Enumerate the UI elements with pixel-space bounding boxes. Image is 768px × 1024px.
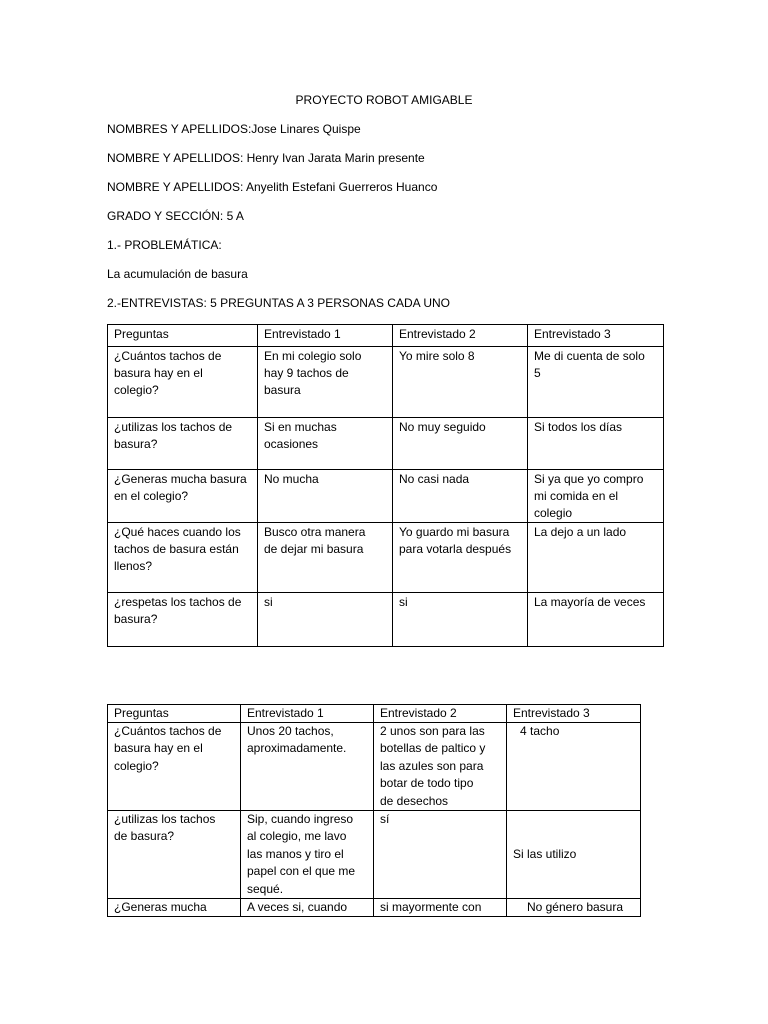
answer-cell-entrevistado-1: Unos 20 tachos, aproximadamente.	[241, 723, 374, 811]
column-header-preguntas: Preguntas	[108, 325, 258, 347]
answer-cell-entrevistado-3: No género basura	[507, 899, 641, 917]
column-header-entrevistado-2: Entrevistado 2	[393, 325, 528, 347]
answer-cell-entrevistado-2: si	[393, 593, 528, 647]
member-line-2: NOMBRE Y APELLIDOS: Henry Ivan Jarata Marin presente	[107, 151, 425, 165]
document-title: PROYECTO ROBOT AMIGABLE	[295, 92, 473, 107]
answer-cell-entrevistado-1: Busco otra manera de dejar mi basura	[258, 523, 393, 593]
column-header-entrevistado-3: Entrevistado 3	[528, 325, 664, 347]
answer-cell-entrevistado-1: En mi colegio solo hay 9 tachos de basura	[258, 347, 393, 418]
column-header-entrevistado-1: Entrevistado 1	[258, 325, 393, 347]
answer-cell-entrevistado-1: A veces si, cuando	[241, 899, 374, 917]
answer-cell-entrevistado-3: La mayoría de veces	[528, 593, 664, 647]
question-cell: ¿Qué haces cuando los tachos de basura están llenos?	[108, 523, 258, 593]
column-header-entrevistado-3: Entrevistado 3	[507, 705, 641, 723]
document-intro	[107, 115, 707, 318]
column-header-preguntas: Preguntas	[108, 705, 241, 723]
answer-cell-entrevistado-3: Me di cuenta de solo 5	[528, 347, 664, 418]
answer-cell-entrevistado-1: Si en muchas ocasiones	[258, 418, 393, 470]
answer-cell-entrevistado-3: Si ya que yo compro mi comida en el colegio	[528, 470, 664, 523]
answer-cell-entrevistado-2: 2 unos son para las botellas de paltico y las azules son para botar de todo tipo de desechos	[374, 723, 507, 811]
answer-cell-entrevistado-2: Yo mire solo 8	[393, 347, 528, 418]
problem-text: La acumulación de basura	[107, 267, 248, 281]
interview-table-2	[107, 704, 641, 917]
answer-cell-entrevistado-2: Yo guardo mi basura para votarla después	[393, 523, 528, 593]
answer-cell-entrevistado-1: Sip, cuando ingreso al colegio, me lavo las manos y tiro el papel con el que me sequé.	[241, 811, 374, 899]
answer-cell-entrevistado-2: sí	[374, 811, 507, 899]
question-cell: ¿utilizas los tachos de basura?	[108, 418, 258, 470]
question-cell: ¿Cuántos tachos de basura hay en el colegio?	[108, 347, 258, 418]
answer-cell-entrevistado-2: si mayormente con	[374, 899, 507, 917]
question-cell: ¿utilizas los tachos de basura?	[108, 811, 241, 899]
interviews-heading: 2.-ENTREVISTAS: 5 PREGUNTAS A 3 PERSONAS CADA UNO	[107, 296, 450, 310]
answer-cell-entrevistado-3: La dejo a un lado	[528, 523, 664, 593]
answer-cell-entrevistado-2: No muy seguido	[393, 418, 528, 470]
question-cell: ¿Generas mucha basura en el colegio?	[108, 470, 258, 523]
answer-cell-entrevistado-3: Si las utilizo	[507, 811, 641, 899]
answer-cell-entrevistado-1: si	[258, 593, 393, 647]
answer-cell-entrevistado-1: No mucha	[258, 470, 393, 523]
question-cell: ¿Cuántos tachos de basura hay en el colegio?	[108, 723, 241, 811]
answer-cell-entrevistado-2: No casi nada	[393, 470, 528, 523]
column-header-entrevistado-2: Entrevistado 2	[374, 705, 507, 723]
answer-cell-entrevistado-3: 4 tacho	[507, 723, 641, 811]
member-line-1: NOMBRES Y APELLIDOS:Jose Linares Quispe	[107, 122, 361, 136]
problem-heading: 1.- PROBLEMÁTICA:	[107, 238, 222, 252]
question-cell: ¿Generas mucha	[108, 899, 241, 917]
grade-section: GRADO Y SECCIÓN: 5 A	[107, 209, 244, 223]
answer-cell-entrevistado-3: Si todos los días	[528, 418, 664, 470]
question-cell: ¿respetas los tachos de basura?	[108, 593, 258, 647]
member-line-3: NOMBRE Y APELLIDOS: Anyelith Estefani Guerreros Huanco	[107, 180, 438, 194]
column-header-entrevistado-1: Entrevistado 1	[241, 705, 374, 723]
interview-table-1	[107, 324, 664, 647]
